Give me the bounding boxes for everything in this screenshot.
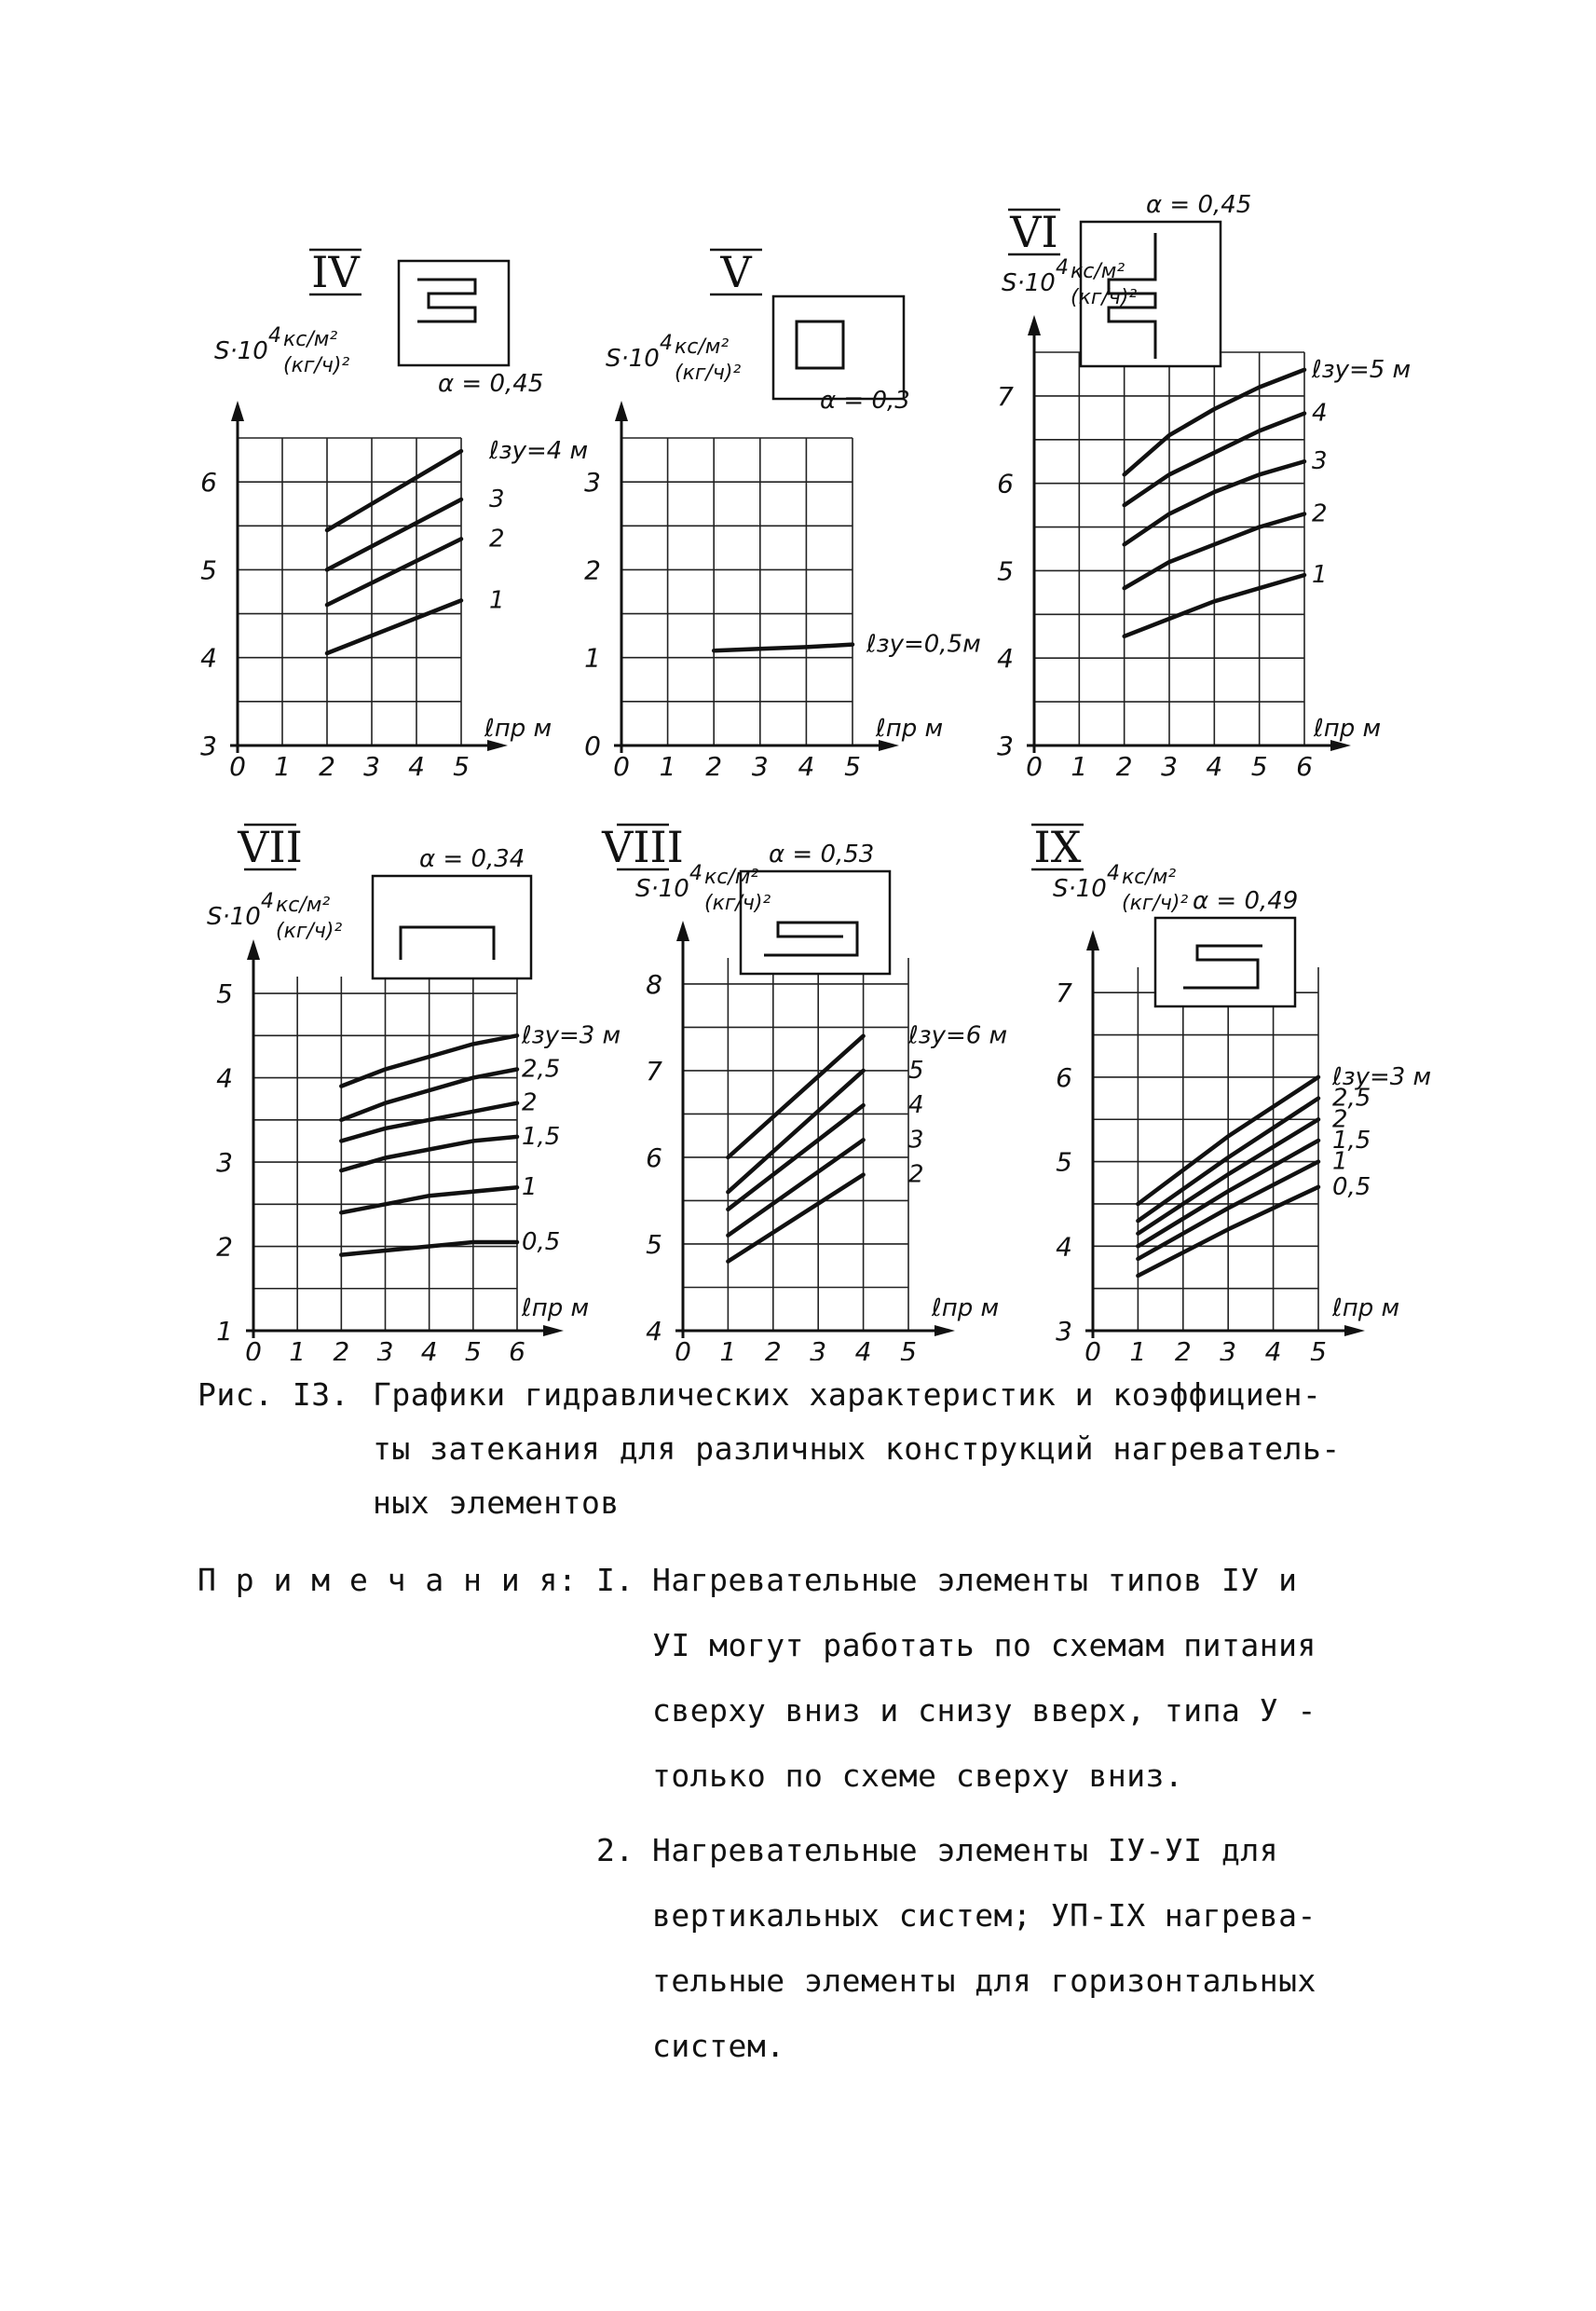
x-tick-label: 4: [1206, 751, 1223, 782]
caption-prefix: Рис. I3.: [198, 1376, 349, 1413]
x-tick-label: 1: [289, 1336, 307, 1361]
alpha-label: α = 0,45: [438, 370, 544, 398]
series-label: 1: [489, 586, 505, 615]
panel-label: VII: [238, 822, 303, 872]
y-tick-label: 0: [584, 731, 601, 761]
x-tick-label: 1: [1129, 1336, 1147, 1361]
y-axis-unit-denominator: (кг/ч)²: [704, 892, 771, 915]
x-tick-label: 0: [1026, 751, 1043, 782]
x-tick-label: 1: [659, 751, 676, 782]
series-label: 4: [908, 1091, 924, 1120]
y-axis-unit-numerator: кс/м²: [1071, 260, 1125, 283]
x-tick-label: 5: [844, 751, 861, 782]
y-axis-unit-denominator: (кг/ч)²: [276, 920, 343, 943]
y-tick-label: 4: [216, 1062, 233, 1094]
series-label: ℓзу=3 м: [522, 1021, 621, 1050]
element-sketch-box: [399, 261, 509, 365]
x-tick-label: 1: [719, 1336, 737, 1361]
series-label: 3: [908, 1126, 924, 1155]
y-tick-label: 6: [200, 467, 217, 499]
series-label: 0,5: [522, 1228, 561, 1256]
y-axis-unit-denominator: (кг/ч)²: [1122, 892, 1189, 915]
y-axis-unit-numerator: кс/м²: [675, 335, 730, 359]
x-tick-label: 2: [1115, 751, 1133, 782]
x-tick-label: 3: [810, 1336, 827, 1361]
chart-panel-VIII: [601, 822, 1007, 1361]
panel-label: V: [720, 247, 752, 297]
y-axis-unit-denominator: (кг/ч)²: [675, 362, 742, 385]
y-tick-label: 4: [646, 1316, 662, 1347]
y-tick-label: 3: [584, 467, 601, 499]
series-label: 1,5: [522, 1122, 561, 1151]
series-label: 4: [1312, 399, 1328, 428]
series-label: 5: [908, 1056, 924, 1085]
x-tick-label: 1: [274, 751, 291, 782]
y-tick-label: 2: [216, 1231, 233, 1263]
y-axis-unit-numerator: кс/м²: [1122, 866, 1177, 889]
y-tick-label: 7: [1056, 978, 1072, 1009]
note-1-number: I.: [596, 1562, 634, 1598]
series-label: ℓзу=4 м: [489, 437, 589, 466]
x-tick-label: 2: [1174, 1336, 1192, 1361]
series-label: 1: [1332, 1147, 1348, 1176]
y-axis-label: S·10: [1002, 269, 1056, 297]
series-label: 3: [489, 485, 505, 513]
y-tick-label: 8: [646, 968, 662, 1000]
series-label: 2,5: [522, 1055, 561, 1084]
series-label: 2: [522, 1088, 538, 1117]
y-tick-label: 3: [216, 1147, 233, 1179]
x-tick-label: 4: [854, 1336, 872, 1361]
series-line: [728, 1071, 863, 1192]
y-tick-label: 3: [1056, 1316, 1072, 1347]
y-tick-label: 1: [216, 1316, 233, 1347]
chart-panel-IX: [1031, 822, 1431, 1361]
alpha-label: α = 0,49: [1193, 887, 1299, 915]
y-tick-label: 3: [997, 731, 1014, 761]
y-axis-unit-numerator: кс/м²: [276, 894, 331, 917]
series-label: 0,5: [1332, 1172, 1371, 1201]
series-label: ℓзу=6 м: [908, 1021, 1008, 1050]
y-axis-arrow: [231, 401, 244, 421]
series-label: 2: [908, 1160, 924, 1189]
panel-label: VIII: [602, 822, 684, 872]
y-axis-label: S·10: [1053, 875, 1107, 903]
y-tick-label: 5: [646, 1228, 662, 1260]
y-tick-label: 5: [200, 554, 217, 586]
x-tick-label: 0: [675, 1336, 691, 1361]
y-axis-label: S·10: [207, 903, 261, 931]
note-2-number: 2.: [596, 1832, 634, 1868]
x-axis-arrow: [934, 1325, 955, 1336]
y-tick-label: 6: [646, 1142, 662, 1173]
x-axis-label: ℓпр м: [1314, 715, 1382, 743]
x-tick-label: 4: [408, 751, 425, 782]
series-label: 1: [1312, 561, 1328, 590]
y-axis-unit-numerator: кс/м²: [283, 328, 338, 351]
caption-line-2: ты затекания для различных конструкций нагреватель-: [373, 1430, 1341, 1467]
notes-heading: П р и м е ч а н и я:: [198, 1562, 578, 1598]
chart-panel-V: [584, 247, 981, 782]
caption-line-3: ных элементов: [373, 1484, 620, 1521]
x-tick-label: 0: [1084, 1336, 1101, 1361]
note-1-line-3: сверху вниз и снизу вверх, типа У -: [652, 1692, 1316, 1729]
chart-panel-VII: [207, 822, 621, 1361]
y-tick-label: 6: [997, 468, 1014, 499]
y-axis-label: S·10: [214, 337, 268, 365]
series-label: 3: [1312, 447, 1328, 476]
panel-label: VI: [1010, 207, 1058, 257]
element-sketch-box: [773, 296, 904, 399]
x-tick-label: 5: [1310, 1336, 1327, 1361]
alpha-label: α = 0,34: [419, 845, 525, 873]
x-tick-label: 5: [900, 1336, 917, 1361]
alpha-label: α = 0,45: [1146, 191, 1252, 219]
series-line: [327, 600, 461, 653]
note-1-line-4: только по схеме сверху вниз.: [652, 1757, 1184, 1794]
note-2-line-1: Нагревательные элементы IУ-УI для: [652, 1832, 1279, 1868]
x-tick-label: 5: [1250, 751, 1268, 782]
x-tick-label: 3: [376, 1336, 394, 1361]
y-tick-label: 5: [997, 555, 1014, 587]
x-tick-label: 0: [229, 751, 246, 782]
panel-label: IX: [1033, 822, 1082, 872]
series-label: ℓзу=0,5м: [866, 630, 981, 659]
x-axis-arrow: [1344, 1325, 1365, 1336]
x-tick-label: 3: [363, 751, 380, 782]
x-tick-label: 3: [1220, 1336, 1237, 1361]
y-axis-arrow: [1028, 315, 1041, 335]
note-1-line-2: УI могут работать по схемам питания: [652, 1627, 1316, 1663]
x-tick-label: 2: [333, 1336, 350, 1361]
y-axis-arrow: [1086, 930, 1099, 950]
x-axis-label: ℓпр м: [522, 1294, 590, 1322]
y-tick-label: 7: [646, 1055, 662, 1087]
x-tick-label: 2: [319, 751, 335, 782]
chart-panel-IV: [200, 247, 588, 782]
x-tick-label: 4: [1264, 1336, 1282, 1361]
x-tick-label: 5: [464, 1336, 482, 1361]
y-tick-label: 4: [200, 642, 217, 674]
x-tick-label: 2: [764, 1336, 782, 1361]
y-axis-unit-denominator: (кг/ч)²: [283, 354, 350, 377]
x-axis-label: ℓпр м: [932, 1294, 1000, 1322]
chart-panel-VI: [997, 191, 1411, 782]
y-axis-label-exponent: 4: [268, 324, 281, 348]
y-axis-label-exponent: 4: [1056, 256, 1069, 280]
series-line: [327, 499, 461, 569]
y-tick-label: 5: [216, 978, 233, 1010]
series-label: 2: [1312, 499, 1328, 528]
x-tick-label: 3: [1161, 751, 1178, 782]
y-axis-arrow: [676, 921, 689, 941]
y-axis-label: S·10: [635, 875, 689, 903]
x-tick-label: 6: [1296, 751, 1313, 782]
x-tick-label: 4: [420, 1336, 438, 1361]
series-line: [728, 1036, 863, 1157]
note-2-line-4: систем.: [652, 2028, 785, 2064]
x-tick-label: 0: [613, 751, 630, 782]
y-tick-label: 2: [584, 554, 601, 586]
panel-label: IV: [311, 247, 360, 297]
series-line: [327, 539, 461, 605]
x-tick-label: 4: [798, 751, 815, 782]
x-axis-label: ℓпр м: [1332, 1294, 1400, 1322]
x-tick-label: 6: [509, 1336, 525, 1361]
y-tick-label: 4: [997, 643, 1014, 675]
series-line: [327, 451, 461, 530]
y-tick-label: 5: [1056, 1146, 1072, 1178]
x-tick-label: 1: [1071, 751, 1088, 782]
series-label: 1,5: [1332, 1126, 1371, 1155]
x-tick-label: 2: [705, 751, 723, 782]
y-tick-label: 4: [1056, 1231, 1072, 1263]
x-axis-label: ℓпр м: [876, 715, 944, 743]
x-axis-arrow: [543, 1325, 564, 1336]
alpha-label: α = 0,53: [769, 841, 875, 868]
series-label: 2: [489, 525, 505, 554]
series-label: ℓзу=3 м: [1332, 1062, 1432, 1091]
alpha-label: α = 0,3: [820, 387, 910, 415]
y-tick-label: 3: [200, 731, 217, 761]
x-tick-label: 5: [453, 751, 470, 782]
y-axis-label-exponent: 4: [1107, 862, 1120, 885]
x-axis-label: ℓпр м: [484, 715, 552, 743]
y-tick-label: 6: [1056, 1061, 1072, 1093]
series-label: 1: [522, 1173, 538, 1202]
y-axis-unit-denominator: (кг/ч)²: [1071, 286, 1138, 309]
element-sketch-box: [1155, 918, 1295, 1006]
y-tick-label: 1: [584, 642, 601, 674]
note-2-line-3: тельные элементы для горизонтальных: [652, 1962, 1316, 1999]
y-axis-label: S·10: [606, 345, 660, 373]
y-axis-unit-numerator: кс/м²: [704, 866, 759, 889]
y-axis-label-exponent: 4: [261, 890, 274, 913]
y-axis-arrow: [615, 401, 628, 421]
note-2-line-2: вертикальных систем; УП-IX нагрева-: [652, 1897, 1316, 1934]
note-1-line-1: Нагревательные элементы типов IУ и: [652, 1562, 1298, 1598]
y-axis-arrow: [247, 939, 260, 960]
series-label: ℓзу=5 м: [1312, 355, 1412, 384]
x-tick-label: 0: [245, 1336, 262, 1361]
y-tick-label: 7: [997, 380, 1014, 412]
y-axis-label-exponent: 4: [689, 862, 703, 885]
series-label: 2,5: [1332, 1084, 1371, 1113]
series-label: 2: [1332, 1105, 1348, 1134]
x-tick-label: 3: [751, 751, 769, 782]
series-line: [714, 645, 853, 651]
caption-line-1: Графики гидравлических характеристик и коэффициен-: [373, 1376, 1322, 1413]
y-axis-label-exponent: 4: [660, 332, 673, 355]
